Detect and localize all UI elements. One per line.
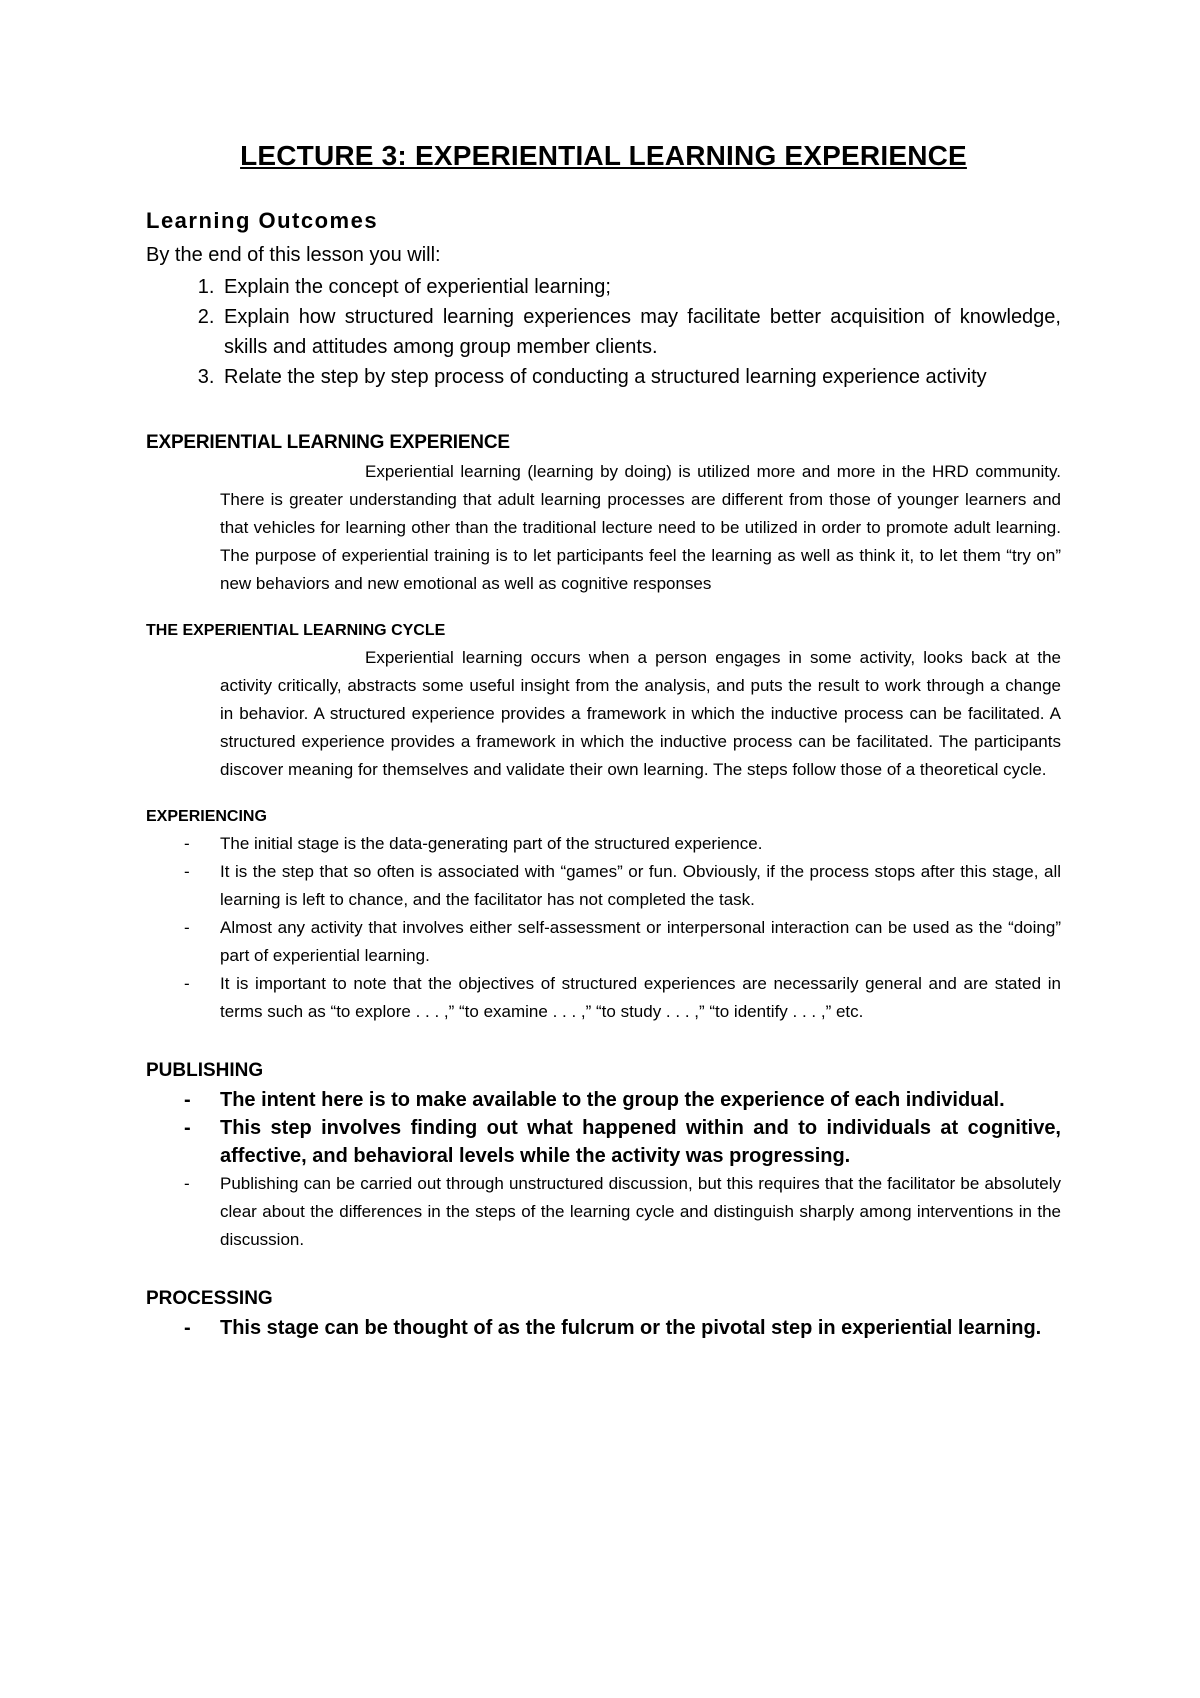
list-item xyxy=(146,970,1061,1026)
list-item xyxy=(146,1086,1061,1114)
section-paragraph: Experiential learning occurs when a person engages in some activity, looks back at the activity critically, abstracts some useful insight from the analysis, and puts the result to work through a change in behavior. A structured experience provides a framework in which the inductive process can be facilitated. A structured experience provides a framework in which the inductive process can be facilitated. The participants discover meaning for themselves and validate their own learning. The steps follow those of a theoretical cycle. xyxy=(220,648,1061,779)
dash-bullet: - xyxy=(184,862,190,881)
list-item-text: Publishing can be carried out through unstructured discussion, but this requires that the facilitator be absolutely clear about the differences in the steps of the learning cycle and distinguish sharply among interventions in the discussion. xyxy=(220,1174,1061,1249)
experiential-learning-experience-section xyxy=(146,432,1061,598)
experiential-learning-cycle-section xyxy=(146,622,1061,784)
dash-bullet: - xyxy=(184,834,190,853)
list-item xyxy=(146,1314,1061,1342)
document-page xyxy=(146,140,1061,1342)
list-item-text: This step involves finding out what happened within and to individuals at cognitive, affective, and behavioral levels while the activity was progressing. xyxy=(220,1117,1061,1167)
dash-bullet: - xyxy=(184,1174,190,1193)
list-item xyxy=(146,830,1061,858)
experiencing-section xyxy=(146,808,1061,1026)
list-item-text: The intent here is to make available to the group the experience of each individual. xyxy=(220,1089,1005,1111)
list-item-text: The initial stage is the data-generating part of the structured experience. xyxy=(220,834,763,853)
publishing-section xyxy=(146,1060,1061,1254)
section-heading: PROCESSING xyxy=(146,1288,273,1309)
list-item-text: Almost any activity that involves either self-assessment or interpersonal interaction can be used as the “doing” part of experiential learning. xyxy=(220,918,1061,965)
dash-bullet: - xyxy=(184,974,190,993)
dash-bullet: - xyxy=(184,1117,191,1139)
list-item xyxy=(146,914,1061,970)
dash-bullet: - xyxy=(184,1317,191,1339)
publishing-list xyxy=(146,1086,1061,1254)
learning-outcomes-intro: By the end of this lesson you will: xyxy=(146,244,441,266)
learning-outcome-item: 1. Explain the concept of experiential learning; xyxy=(220,272,1061,302)
list-item-text: It is important to note that the objectives of structured experiences are necessarily general and are stated in terms such as “to explore . . . ,” “to examine . . . ,” “to study . . . ,” “to identify . . . ,” etc. xyxy=(220,974,1061,1021)
list-item-text: This stage can be thought of as the fulcrum or the pivotal step in experiential learning. xyxy=(220,1317,1042,1339)
learning-outcomes-section xyxy=(146,208,1061,392)
experiencing-list xyxy=(146,830,1061,1026)
section-heading: PUBLISHING xyxy=(146,1060,264,1081)
learning-outcome-item: 3. Relate the step by step process of conducting a structured learning experience activity xyxy=(220,362,1061,392)
list-item xyxy=(146,858,1061,914)
processing-section xyxy=(146,1288,1061,1342)
learning-outcome-item: 2. Explain how structured learning experiences may facilitate better acquisition of knowledge, skills and attitudes among group member clients. xyxy=(220,302,1061,362)
section-paragraph: Experiential learning (learning by doing) is utilized more and more in the HRD community. There is greater understanding that adult learning processes are different from those of younger learners and that vehicles for learning other than the traditional lecture need to be utilized in order to promote adult learning. The purpose of experiential training is to let participants feel the learning as well as think it, to let them “try on” new behaviors and new emotional as well as cognitive responses xyxy=(220,462,1061,593)
section-heading: EXPERIENTIAL LEARNING EXPERIENCE xyxy=(146,432,510,453)
dash-bullet: - xyxy=(184,918,190,937)
section-heading: EXPERIENCING xyxy=(146,808,267,825)
list-item xyxy=(146,1170,1061,1254)
learning-outcomes-heading: Learning Outcomes xyxy=(146,208,379,233)
learning-outcomes-list xyxy=(146,272,1061,392)
list-item-text: It is the step that so often is associated with “games” or fun. Obviously, if the process stops after this stage, all learning is left to chance, and the facilitator has not completed the task. xyxy=(220,862,1061,909)
processing-list xyxy=(146,1314,1061,1342)
section-heading: THE EXPERIENTIAL LEARNING CYCLE xyxy=(146,622,446,639)
list-item xyxy=(146,1114,1061,1170)
dash-bullet: - xyxy=(184,1089,191,1111)
document-title: LECTURE 3: EXPERIENTIAL LEARNING EXPERIENCE xyxy=(240,140,967,171)
